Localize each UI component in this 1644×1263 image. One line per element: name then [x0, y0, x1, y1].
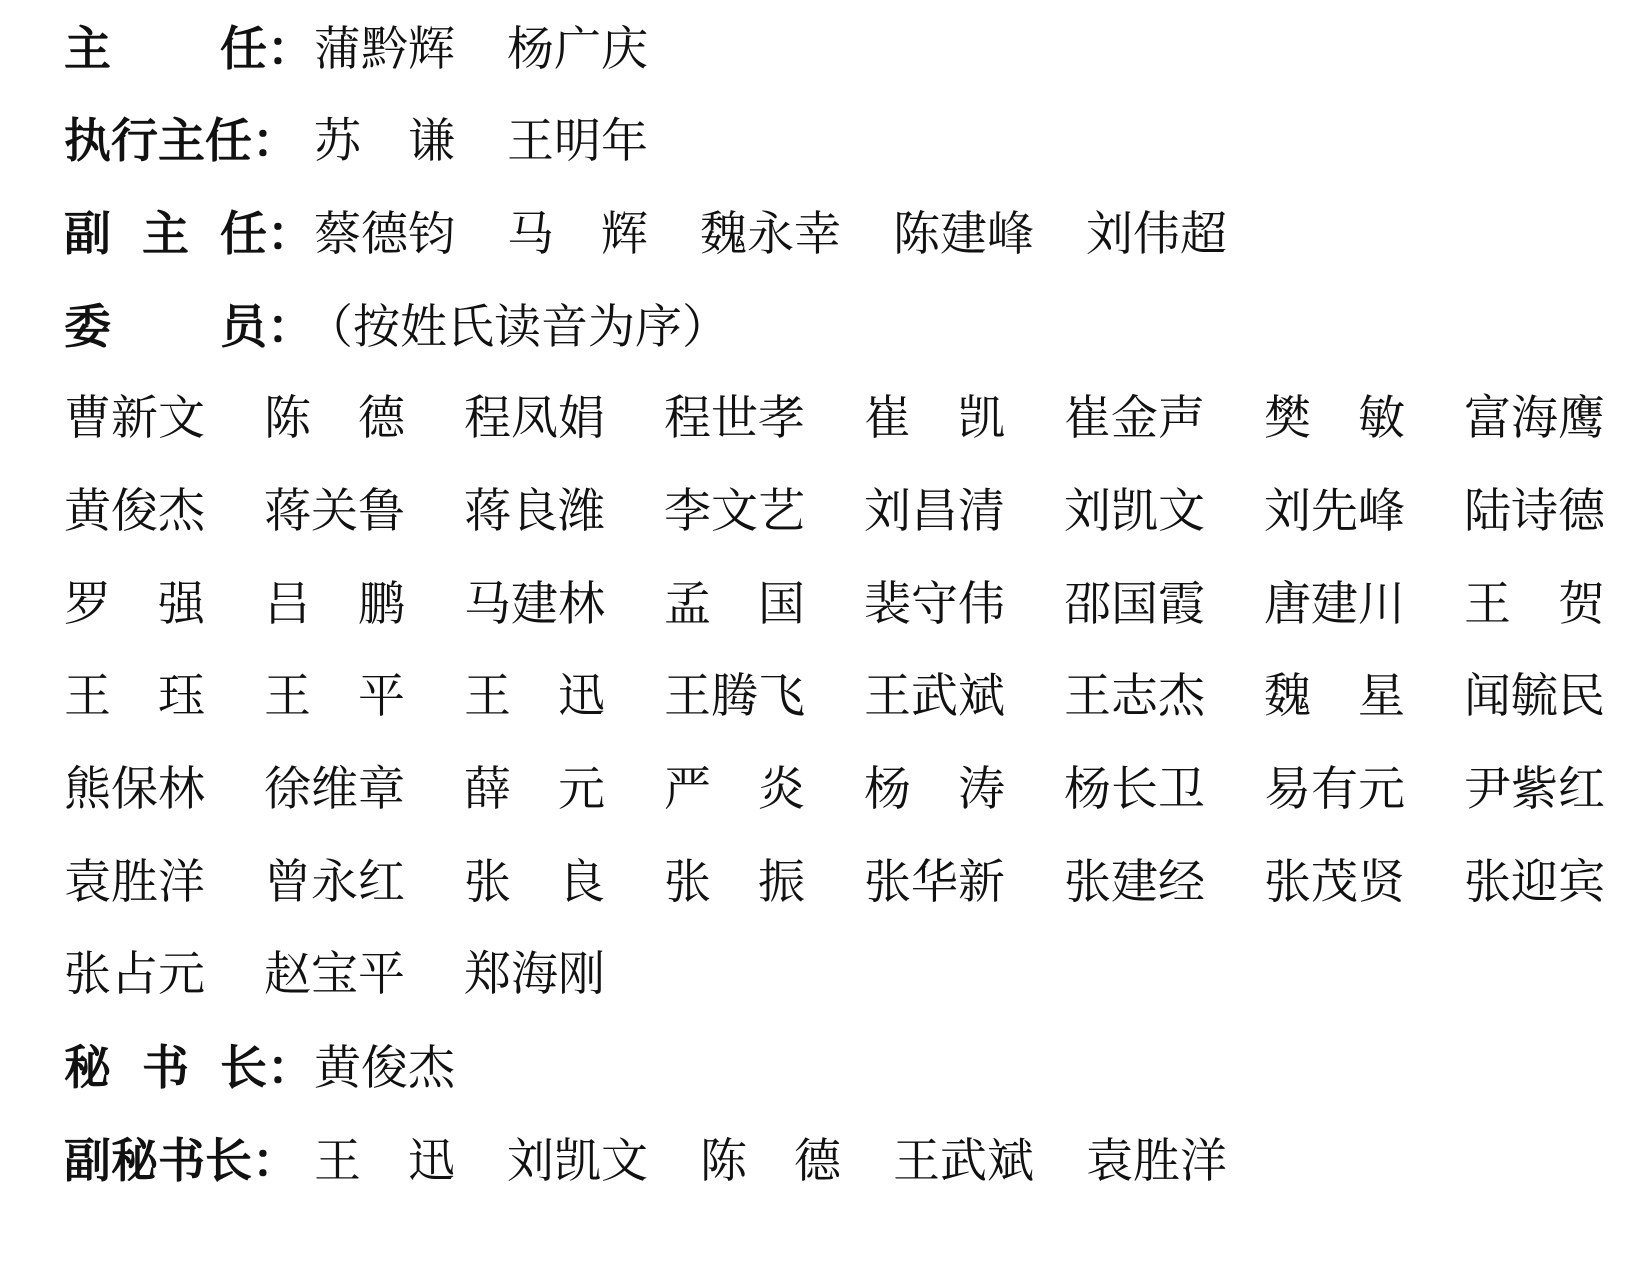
members-row	[64, 926, 1624, 1024]
members-label-part-2: 员：	[220, 299, 314, 355]
member-name: 郑海刚	[464, 947, 605, 1002]
members-row	[64, 370, 1624, 468]
member-name: 邵国霞	[1064, 577, 1205, 632]
member-name: 裴守伟	[864, 577, 1005, 632]
member-name: 刘凯文	[1064, 484, 1205, 539]
director-label	[64, 21, 314, 77]
deputy-secretary-general-label	[64, 1133, 314, 1189]
member-name: 崔 凯	[864, 391, 1005, 446]
member-name: 程凤娟	[464, 391, 605, 446]
deputy-secretary-general-name: 王 迅	[314, 1133, 455, 1189]
members-order-note: （按姓氏读音为序）	[306, 299, 729, 355]
director-line	[64, 0, 648, 98]
member-name: 王武斌	[864, 669, 1005, 724]
secretary-general-label-part-2: 书	[142, 1040, 189, 1096]
director-label-part-2: 任：	[220, 21, 314, 77]
director-name: 蒲黔辉	[314, 21, 455, 77]
executive-director-line	[64, 92, 648, 190]
deputy-director-name: 刘伟超	[1086, 206, 1227, 262]
members-row	[64, 741, 1624, 839]
deputy-director-label-part-1: 副	[64, 206, 111, 262]
member-name: 刘先峰	[1264, 484, 1405, 539]
member-name: 赵宝平	[264, 947, 405, 1002]
member-name: 徐维章	[264, 762, 405, 817]
secretary-general-label-part-1: 秘	[64, 1040, 111, 1096]
secretary-general-label	[64, 1040, 314, 1096]
members-label	[64, 299, 314, 355]
deputy-secretary-general-name: 刘凯文	[507, 1133, 648, 1189]
member-name: 薛 元	[464, 762, 605, 817]
members-label-part-1: 委	[64, 299, 111, 355]
member-name: 王 平	[264, 669, 405, 724]
members-row	[64, 834, 1624, 932]
executive-director-name: 王明年	[507, 113, 648, 169]
deputy-secretary-general-name: 王武斌	[893, 1133, 1034, 1189]
deputy-director-line	[64, 185, 1227, 283]
member-name: 王 迅	[464, 669, 605, 724]
member-name: 王 贺	[1464, 577, 1605, 632]
member-name: 程世孝	[664, 391, 805, 446]
member-name: 张茂贤	[1264, 855, 1405, 910]
member-name: 曾永红	[264, 855, 405, 910]
member-name: 易有元	[1264, 762, 1405, 817]
member-name: 袁胜洋	[64, 855, 205, 910]
member-name: 王腾飞	[664, 669, 805, 724]
member-name: 蒋关鲁	[264, 484, 405, 539]
member-name: 吕 鹏	[264, 577, 405, 632]
executive-director-names	[314, 113, 648, 169]
member-name: 熊保林	[64, 762, 205, 817]
deputy-director-label	[64, 206, 314, 262]
deputy-director-name: 蔡德钧	[314, 206, 455, 262]
executive-director-label	[64, 113, 314, 169]
secretary-general-label-part-3: 长：	[220, 1040, 314, 1096]
deputy-secretary-general-label-text: 副秘书长：	[64, 1133, 299, 1189]
members-row	[64, 648, 1624, 746]
member-name: 王 珏	[64, 669, 205, 724]
member-name: 张 良	[464, 855, 605, 910]
secretary-general-names	[314, 1040, 455, 1096]
member-name: 罗 强	[64, 577, 205, 632]
deputy-secretary-general-name: 陈 德	[700, 1133, 841, 1189]
member-name: 张 振	[664, 855, 805, 910]
members-row	[64, 463, 1624, 561]
executive-director-name: 苏 谦	[314, 113, 455, 169]
deputy-secretary-general-name: 袁胜洋	[1086, 1133, 1227, 1189]
member-name: 张华新	[864, 855, 1005, 910]
member-name: 蒋良潍	[464, 484, 605, 539]
member-name: 黄俊杰	[64, 484, 205, 539]
member-name: 崔金声	[1064, 391, 1205, 446]
deputy-director-label-part-2: 主	[142, 206, 189, 262]
member-name: 魏 星	[1264, 669, 1405, 724]
deputy-director-names	[314, 206, 1227, 262]
member-name: 张迎宾	[1464, 855, 1605, 910]
deputy-director-label-part-3: 任：	[220, 206, 314, 262]
director-name: 杨广庆	[507, 21, 648, 77]
member-name: 尹紫红	[1464, 762, 1605, 817]
director-label-part-1: 主	[64, 21, 111, 77]
director-names	[314, 21, 648, 77]
member-name: 陆诗德	[1464, 484, 1605, 539]
member-name: 陈 德	[264, 391, 405, 446]
member-name: 闻毓民	[1464, 669, 1605, 724]
deputy-director-name: 马 辉	[507, 206, 648, 262]
member-name: 张建经	[1064, 855, 1205, 910]
member-name: 曹新文	[64, 391, 205, 446]
member-name: 刘昌清	[864, 484, 1005, 539]
deputy-secretary-general-line	[64, 1112, 1227, 1210]
member-name: 李文艺	[664, 484, 805, 539]
deputy-secretary-general-names	[314, 1133, 1227, 1189]
member-name: 唐建川	[1264, 577, 1405, 632]
member-name: 张占元	[64, 947, 205, 1002]
deputy-director-name: 魏永幸	[700, 206, 841, 262]
deputy-director-name: 陈建峰	[893, 206, 1034, 262]
members-row	[64, 556, 1624, 654]
member-name: 杨长卫	[1064, 762, 1205, 817]
member-name: 孟 国	[664, 577, 805, 632]
member-name: 严 炎	[664, 762, 805, 817]
member-name: 富海鹰	[1464, 391, 1605, 446]
member-name: 马建林	[464, 577, 605, 632]
member-name: 樊 敏	[1264, 391, 1405, 446]
member-name: 王志杰	[1064, 669, 1205, 724]
secretary-general-name: 黄俊杰	[314, 1040, 455, 1096]
executive-director-label-text: 执行主任：	[64, 113, 299, 169]
member-name: 杨 涛	[864, 762, 1005, 817]
members-line	[64, 278, 729, 376]
secretary-general-line	[64, 1019, 455, 1117]
